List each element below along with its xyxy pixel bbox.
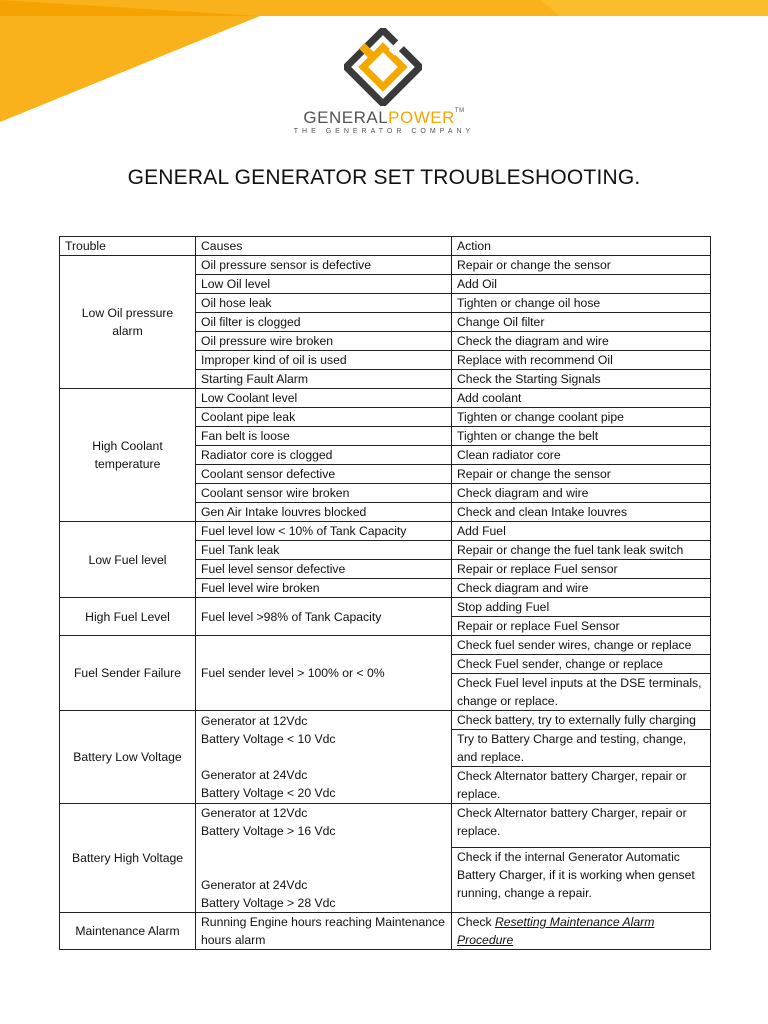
cause-cell: Radiator core is clogged bbox=[196, 446, 452, 465]
troubleshooting-table bbox=[59, 236, 711, 950]
cause-line: Battery Voltage < 20 Vdc bbox=[201, 786, 336, 800]
table-row bbox=[60, 522, 711, 541]
action-cell: Check Alternator battery Charger, repair or replace. bbox=[452, 767, 711, 804]
cause-line: Generator at 12Vdc bbox=[201, 806, 308, 820]
action-prefix: Check bbox=[457, 915, 492, 929]
table-row bbox=[60, 711, 711, 730]
trouble-cell: Low Oil pressure alarm bbox=[60, 256, 196, 389]
cause-cell: Fan belt is loose bbox=[196, 427, 452, 446]
action-cell: Repair or change the fuel tank leak switch bbox=[452, 541, 711, 560]
trouble-cell: High Coolant temperature bbox=[60, 389, 196, 522]
action-cell: Add coolant bbox=[452, 389, 711, 408]
brand-name-part2: POWER bbox=[388, 108, 455, 127]
trouble-cell: Fuel Sender Failure bbox=[60, 636, 196, 711]
action-cell: Check Fuel sender, change or replace bbox=[452, 655, 711, 674]
cause-cell: Fuel sender level > 100% or < 0% bbox=[196, 636, 452, 711]
action-cell: Check battery, try to externally fully charging bbox=[452, 711, 711, 730]
action-cell: Check fuel sender wires, change or replace bbox=[452, 636, 711, 655]
cause-cell: Fuel Tank leak bbox=[196, 541, 452, 560]
cause-line: Generator at 12Vdc bbox=[201, 714, 308, 728]
cause-cell: Oil pressure wire broken bbox=[196, 332, 452, 351]
trouble-cell: Battery Low Voltage bbox=[60, 711, 196, 804]
action-cell: Check if the internal Generator Automatic Battery Charger, if it is working when genset running, change a repair. bbox=[452, 847, 711, 912]
action-cell bbox=[452, 913, 711, 950]
cause-cell: Fuel level low < 10% of Tank Capacity bbox=[196, 522, 452, 541]
cause-cell: Oil filter is clogged bbox=[196, 313, 452, 332]
cause-cell: Fuel level wire broken bbox=[196, 579, 452, 598]
brand-logo-icon bbox=[344, 28, 422, 106]
action-cell: Add Fuel bbox=[452, 522, 711, 541]
action-cell: Check the diagram and wire bbox=[452, 332, 711, 351]
action-cell: Repair or change the sensor bbox=[452, 256, 711, 275]
action-cell: Check the Starting Signals bbox=[452, 370, 711, 389]
cause-cell: Low Coolant level bbox=[196, 389, 452, 408]
action-cell: Repair or replace Fuel sensor bbox=[452, 560, 711, 579]
action-cell: Repair or change the sensor bbox=[452, 465, 711, 484]
brand-name bbox=[0, 108, 768, 128]
action-cell: Check diagram and wire bbox=[452, 579, 711, 598]
table-row bbox=[60, 913, 711, 950]
cause-cell: Low Oil level bbox=[196, 275, 452, 294]
table-row bbox=[60, 256, 711, 275]
cause-cell: Fuel level >98% of Tank Capacity bbox=[196, 598, 452, 636]
header-trouble: Trouble bbox=[60, 237, 196, 256]
trouble-cell: Maintenance Alarm bbox=[60, 913, 196, 950]
cause-line: Generator at 24Vdc bbox=[201, 878, 308, 892]
table-row bbox=[60, 598, 711, 617]
header-causes: Causes bbox=[196, 237, 452, 256]
action-cell: Clean radiator core bbox=[452, 446, 711, 465]
cause-line: Generator at 24Vdc bbox=[201, 768, 308, 782]
cause-cell: Improper kind of oil is used bbox=[196, 351, 452, 370]
maintenance-procedure-link[interactable]: Resetting Maintenance Alarm Procedure bbox=[457, 915, 655, 947]
action-cell: Check diagram and wire bbox=[452, 484, 711, 503]
table-header-row bbox=[60, 237, 711, 256]
cause-cell bbox=[196, 804, 452, 913]
action-cell: Try to Battery Charge and testing, change, and replace. bbox=[452, 730, 711, 767]
action-cell: Add Oil bbox=[452, 275, 711, 294]
trouble-cell: Low Fuel level bbox=[60, 522, 196, 598]
trademark: TM bbox=[454, 108, 465, 114]
cause-line: Battery Voltage < 10 Vdc bbox=[201, 732, 336, 746]
table-row bbox=[60, 389, 711, 408]
action-cell: Check Fuel level inputs at the DSE terminals, change or replace. bbox=[452, 674, 711, 711]
action-cell: Check and clean Intake louvres bbox=[452, 503, 711, 522]
trouble-cell: High Fuel Level bbox=[60, 598, 196, 636]
table-row bbox=[60, 804, 711, 848]
cause-cell: Oil hose leak bbox=[196, 294, 452, 313]
cause-cell: Oil pressure sensor is defective bbox=[196, 256, 452, 275]
cause-cell bbox=[196, 711, 452, 804]
action-cell: Repair or replace Fuel Sensor bbox=[452, 617, 711, 636]
cause-cell: Coolant sensor defective bbox=[196, 465, 452, 484]
cause-cell: Fuel level sensor defective bbox=[196, 560, 452, 579]
brand-name-part1: GENERAL bbox=[303, 108, 389, 127]
header-action: Action bbox=[452, 237, 711, 256]
table-row bbox=[60, 636, 711, 655]
cause-line: Battery Voltage > 16 Vdc bbox=[201, 824, 336, 838]
cause-cell: Coolant pipe leak bbox=[196, 408, 452, 427]
cause-cell: Starting Fault Alarm bbox=[196, 370, 452, 389]
action-cell: Tighten or change the belt bbox=[452, 427, 711, 446]
cause-cell: Coolant sensor wire broken bbox=[196, 484, 452, 503]
trouble-cell: Battery High Voltage bbox=[60, 804, 196, 913]
action-cell: Tighten or change oil hose bbox=[452, 294, 711, 313]
action-cell: Change Oil filter bbox=[452, 313, 711, 332]
action-cell: Tighten or change coolant pipe bbox=[452, 408, 711, 427]
cause-line: Battery Voltage > 28 Vdc bbox=[201, 896, 336, 910]
cause-cell: Gen Air Intake louvres blocked bbox=[196, 503, 452, 522]
brand-tagline: THE GENERATOR COMPANY bbox=[293, 128, 475, 135]
page-title: GENERAL GENERATOR SET TROUBLESHOOTING. bbox=[127, 166, 641, 189]
cause-cell: Running Engine hours reaching Maintenance hours alarm bbox=[196, 913, 452, 950]
action-cell: Stop adding Fuel bbox=[452, 598, 711, 617]
action-cell: Replace with recommend Oil bbox=[452, 351, 711, 370]
action-cell: Check Alternator battery Charger, repair or replace. bbox=[452, 804, 711, 848]
